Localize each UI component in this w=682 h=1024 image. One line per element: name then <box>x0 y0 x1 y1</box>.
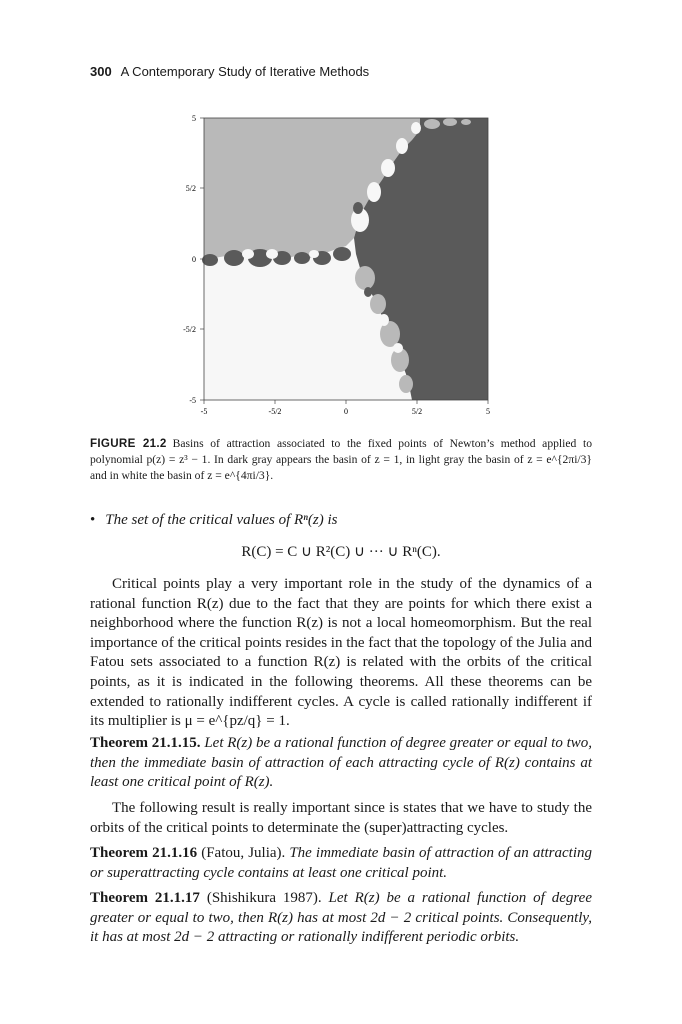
page-number: 300 <box>90 64 112 79</box>
x-tick-label: 0 <box>344 407 348 416</box>
y-tick-label: -5/2 <box>183 325 196 334</box>
y-axis <box>183 114 204 405</box>
y-tick-label: 5/2 <box>185 184 196 193</box>
theorem-label: Theorem 21.1.16 <box>90 845 198 861</box>
y-tick-label: 0 <box>192 255 196 264</box>
figure-label: FIGURE 21.2 <box>90 437 167 450</box>
figure-caption <box>90 436 592 484</box>
theorem-attribution: (Shishikura 1987). <box>206 890 322 906</box>
bullet-dot: • <box>90 512 96 528</box>
x-tick-label: 5 <box>486 407 490 416</box>
basins-figure <box>170 108 510 434</box>
x-tick-label: -5 <box>200 407 208 416</box>
theorem-statement: The immediate basin of attraction of an attracting or superattracting cycle contains at least one critical point. <box>90 845 593 881</box>
x-tick-label: -5/2 <box>268 407 282 416</box>
y-tick-label: -5 <box>189 396 196 405</box>
display-formula <box>0 542 682 561</box>
x-tick-label: 5/2 <box>411 407 423 416</box>
paragraph-critical-points: Critical points play a very important role in the study of the dynamics of a rational function R(z) due to the fact that they are points for which there exist a neighborhood where the function R(z) is not a local homeomorphism. But the real importance of the critical points resides in the fact that the topology of the Julia and Fatou sets associated to a function R(z) is related with the orbits of the critical points, as it is indicated in the following theorems. All these theorems can be extended to rationally indifferent cycles. A cycle is called rationally indifferent if its multiplier is μ = e^{pz/q} = 1. <box>90 576 592 730</box>
x-axis <box>201 400 490 416</box>
theorem-label: Theorem 21.1.15. <box>90 735 201 751</box>
bullet-text: The set of the critical values of Rⁿ(z) is <box>105 512 338 528</box>
theorem-label: Theorem 21.1.17 <box>90 890 200 906</box>
theorem-statement: Let R(z) be a rational function of degree greater or equal to two, then the immediate basin of attraction of each attracting cycle of R(z) contains at least one critical point of R(z). <box>90 735 593 791</box>
caption-text: Basins of attraction associated to the fixed points of Newton’s method applied to polynomial p(z) = z³ − 1. In dark gray appears the basin of z = 1, in light gray the basin of z = e^{2πi/3} and in white the basin of z = e^{4πi/3}. <box>90 437 592 482</box>
bullet-item <box>90 512 592 529</box>
y-tick-label: 5 <box>192 114 196 123</box>
theorem-21-1-15 <box>90 734 592 793</box>
formula-text: R(C) = C ∪ R²(C) ∪ ··· ∪ Rⁿ(C). <box>241 544 441 560</box>
plot-area <box>202 118 488 400</box>
basins-plot <box>170 108 510 434</box>
theorem-21-1-16 <box>90 844 592 883</box>
theorem-21-1-17 <box>90 889 592 948</box>
theorem-attribution: (Fatou, Julia). <box>201 845 286 861</box>
running-header <box>90 64 369 79</box>
running-title: A Contemporary Study of Iterative Methods <box>120 64 370 79</box>
paragraph-following-result: The following result is really important since is states that we have to study the orbits of the critical points to determinate the (super)attracting cycles. <box>90 800 592 836</box>
theorem-statement: Let R(z) be a rational function of degree greater or equal to two, then R(z) has at most 2d − 2 critical points. Consequently, it has at most 2d − 2 attracting or rationally indifferent periodic orbits. <box>90 890 592 946</box>
